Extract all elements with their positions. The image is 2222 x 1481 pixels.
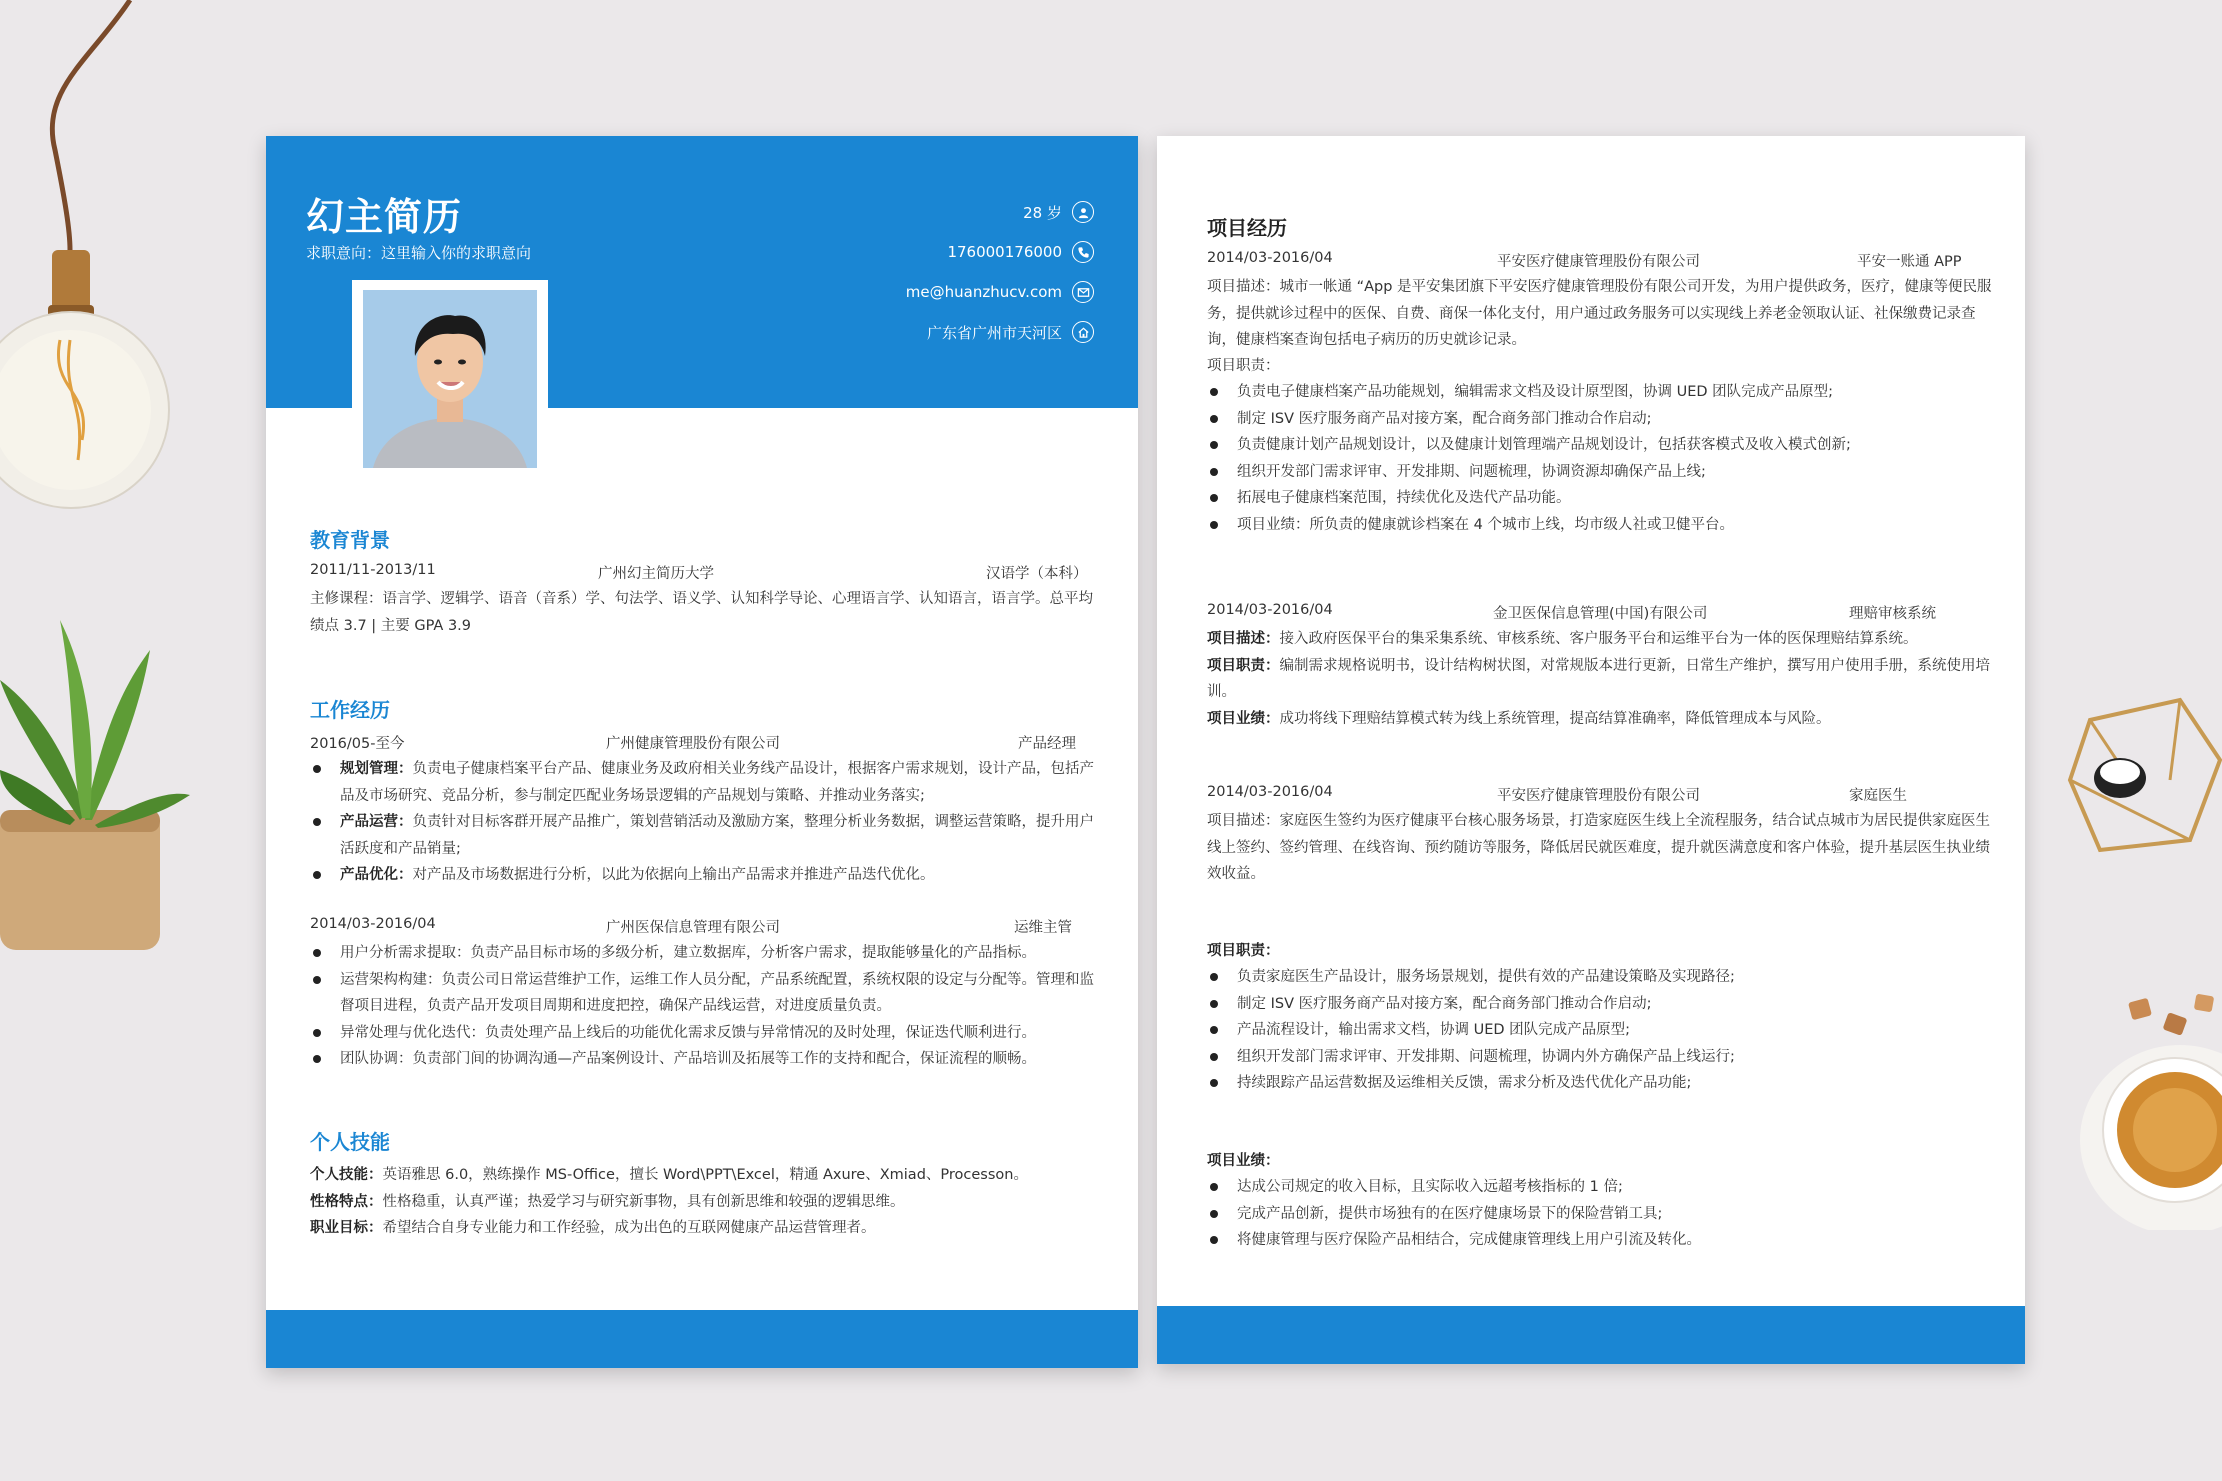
list-item: 产品运营：负责针对目标客群开展产品推广，策划营销活动及激励方案，整理分析业务数据，调整运营策略，提升用户活跃度和产品销量; (310, 809, 1098, 862)
project-2-duty: 项目职责：编制需求规格说明书，设计结构树状图，对常规版本进行更新，日常生产维护，撰写用户使用手册，系统使用培训。 (1207, 657, 1990, 700)
phone-icon (1072, 241, 1094, 263)
resume-page-1 (266, 136, 1138, 1368)
project-2-body (1207, 626, 1997, 732)
education-meta (310, 562, 1090, 584)
project-1-company: 平安医疗健康管理股份有限公司 (1497, 254, 1700, 270)
profile-photo-frame (352, 280, 548, 482)
job-2-company: 广州医保信息管理有限公司 (606, 920, 780, 936)
project-2-meta (1207, 602, 1987, 624)
list-item: 制定 ISV 医疗服务商产品对接方案，配合商务部门推动合作启动; (1207, 991, 1997, 1018)
list-item: 达成公司规定的收入目标，且实际收入远超考核指标的 1 倍; (1207, 1174, 1997, 1201)
coffee-cup-illustration (2080, 1040, 2222, 1230)
project-3-description: 项目描述：家庭医生签约为医疗健康平台核心服务场景，打造家庭医生线上全流程服务，结合试点城市为居民提供家庭医生线上签约、签约管理、在线咨询、预约随访等服务，降低居民就医难度，提升就医满意度和客户体验，提升基层医生执业绩效收益。 (1207, 813, 1990, 882)
project-2-description: 项目描述：接入政府医保平台的集采集系统、审核系统、客户服务平台和运维平台为一体的医保理赔结算系统。 (1207, 631, 1918, 647)
work-job-1-meta (310, 732, 1090, 754)
education-description: 主修课程：语言学、逻辑学、语音（音系）学、句法学、语义学、认知科学导论、心理语言学、认知语言，语言学。总平均绩点 3.7 | 主要 GPA 3.9 (310, 591, 1093, 634)
list-item: 团队协调：负责部门间的协调沟通—产品案例设计、产品培训及拓展等工作的支持和配合，保证流程的顺畅。 (310, 1046, 1098, 1073)
job-intent: 求职意向：这里输入你的求职意向 (306, 244, 532, 262)
list-item: 产品流程设计，输出需求文档，协调 UED 团队完成产品原型; (1207, 1017, 1997, 1044)
project-1-meta (1207, 250, 1987, 272)
education-school: 广州幻主简历大学 (598, 566, 714, 582)
skill-line: 个人技能：英语雅思 6.0，熟练操作 MS-Office，擅长 Word\PPT\Excel，精通 Axure、Xmiad、Processon。 (310, 1167, 1028, 1183)
list-item: 制定 ISV 医疗服务商产品对接方案，配合商务部门推动合作启动; (1207, 406, 1997, 433)
page-footer-band (266, 1310, 1138, 1368)
skills-list (310, 1162, 1098, 1242)
project-1-product: 平安一账通 APP (1857, 254, 1962, 270)
contact-age (906, 192, 1094, 232)
list-item: 运营架构构建：负责公司日常运营维护工作，运维工作人员分配，产品系统配置，系统权限的设定与分配等。管理和监督项目进程，负责产品开发项目周期和进度把控，确保产品线运营，对进度质量负责。 (310, 967, 1098, 1020)
project-2-date: 2014/03-2016/04 (1207, 602, 1333, 618)
contact-info (906, 192, 1094, 352)
contact-email (906, 272, 1094, 312)
project-1-date: 2014/03-2016/04 (1207, 250, 1333, 266)
job-1-date: 2016/05-至今 (310, 736, 405, 752)
project-3-product: 家庭医生 (1849, 788, 1907, 804)
potted-plant-illustration (0, 620, 190, 960)
job-2-date: 2014/03-2016/04 (310, 916, 436, 932)
job-1-role: 产品经理 (1018, 736, 1076, 752)
project-3-duty-label: 项目职责： (1207, 943, 1280, 959)
project-2-product: 理赔审核系统 (1849, 606, 1936, 622)
project-3-duty-list (1207, 964, 1997, 1097)
resume-name: 幻主简历 (306, 195, 463, 239)
list-item: 负责家庭医生产品设计，服务场景规划，提供有效的产品建设策略及实现路径; (1207, 964, 1997, 991)
list-item: 负责健康计划产品规划设计，以及健康计划管理端产品规划设计，包括获客模式及收入模式创新; (1207, 432, 1997, 459)
list-item: 异常处理与优化迭代：负责处理产品上线后的功能优化需求反馈与异常情况的及时处理，保证迭代顺利进行。 (310, 1020, 1098, 1047)
list-item: 完成产品创新，提供市场独有的在医疗健康场景下的保险营销工具; (1207, 1201, 1997, 1228)
project-3-date: 2014/03-2016/04 (1207, 784, 1333, 800)
project-3-meta (1207, 784, 1987, 806)
list-item: 拓展电子健康档案范围，持续优化及迭代产品功能。 (1207, 485, 1997, 512)
project-1-duty-label: 项目职责： (1207, 358, 1280, 374)
section-title-skills: 个人技能 (310, 1130, 390, 1154)
job-1-company: 广州健康管理股份有限公司 (606, 736, 780, 752)
list-item: 产品优化：对产品及市场数据进行分析，以此为依据向上输出产品需求并推进产品迭代优化。 (310, 862, 1098, 889)
project-2-company: 金卫医保信息管理(中国)有限公司 (1493, 606, 1708, 622)
contact-phone (906, 232, 1094, 272)
project-3-result-label: 项目业绩： (1207, 1153, 1280, 1169)
section-title-work: 工作经历 (310, 698, 390, 722)
phone-text: 176000176000 (947, 243, 1062, 261)
list-item: 项目业绩：所负责的健康就诊档案在 4 个城市上线，均市级人社或卫健平台。 (1207, 512, 1997, 539)
education-major: 汉语学（本科） (986, 566, 1088, 582)
pendant-lamp-illustration (0, 0, 180, 520)
profile-photo (363, 290, 537, 468)
resume-page-2 (1157, 136, 2025, 1364)
job-1-bullet-list (310, 756, 1098, 889)
work-job-2-meta (310, 916, 1090, 938)
email-text: me@huanzhucv.com (905, 283, 1062, 301)
education-date: 2011/11-2013/11 (310, 562, 436, 578)
project-1-description: 项目描述：城市一帐通 “App 是平安集团旗下平安医疗健康管理股份有限公司开发，为用户提供政务，医疗，健康等便民服务，提供就诊过程中的医保、自费、商保一体化支付，用户通过政务服务可以实现线上养老金领取认证、社保缴费记录查询，健康档案查询包括电子病历的历史就诊记录。 (1207, 279, 1992, 348)
page-footer-band (1157, 1306, 2025, 1364)
age-text: 28 岁 (1023, 203, 1062, 222)
mail-icon (1072, 281, 1094, 303)
list-item: 组织开发部门需求评审、开发排期、问题梳理，协调内外方确保产品上线运行; (1207, 1044, 1997, 1071)
contact-address (906, 312, 1094, 352)
job-2-bullet-list (310, 940, 1098, 1073)
project-2-result: 项目业绩：成功将线下理赔结算模式转为线上系统管理，提高结算准确率，降低管理成本与风险。 (1207, 710, 1831, 727)
list-item: 负责电子健康档案产品功能规划，编辑需求文档及设计原型图，协调 UED 团队完成产品原型; (1207, 379, 1997, 406)
list-item: 将健康管理与医疗保险产品相结合，完成健康管理线上用户引流及转化。 (1207, 1227, 1997, 1254)
list-item: 持续跟踪产品运营数据及运维相关反馈，需求分析及迭代优化产品功能; (1207, 1070, 1997, 1097)
project-1-duty-list (1207, 379, 1997, 538)
skill-line: 职业目标：希望结合自身专业能力和工作经验，成为出色的互联网健康产品运营管理者。 (310, 1220, 876, 1236)
section-title-education: 教育背景 (310, 528, 390, 552)
job-2-role: 运维主管 (1014, 920, 1072, 936)
project-3-company: 平安医疗健康管理股份有限公司 (1497, 788, 1700, 804)
section-title-projects: 项目经历 (1207, 216, 1287, 240)
skill-line: 性格特点：性格稳重，认真严谨；热爱学习与研究新事物，具有创新思维和较强的逻辑思维。 (310, 1193, 905, 1210)
user-icon (1072, 201, 1094, 223)
list-item: 组织开发部门需求评审、开发排期、问题梳理，协调资源却确保产品上线; (1207, 459, 1997, 486)
home-icon (1072, 321, 1094, 343)
geometric-candle-holder-illustration (2060, 690, 2222, 860)
address-text: 广东省广州市天河区 (926, 323, 1062, 342)
list-item: 规划管理：负责电子健康档案平台产品、健康业务及政府相关业务线产品设计，根据客户需求规划，设计产品，包括产品及市场研究、竞品分析，参与制定匹配业务场景逻辑的产品规划与策略、并推动业务落实; (310, 756, 1098, 809)
list-item: 用户分析需求提取：负责产品目标市场的多级分析，建立数据库，分析客户需求，提取能够量化的产品指标。 (310, 940, 1098, 967)
project-3-result-list (1207, 1174, 1997, 1254)
